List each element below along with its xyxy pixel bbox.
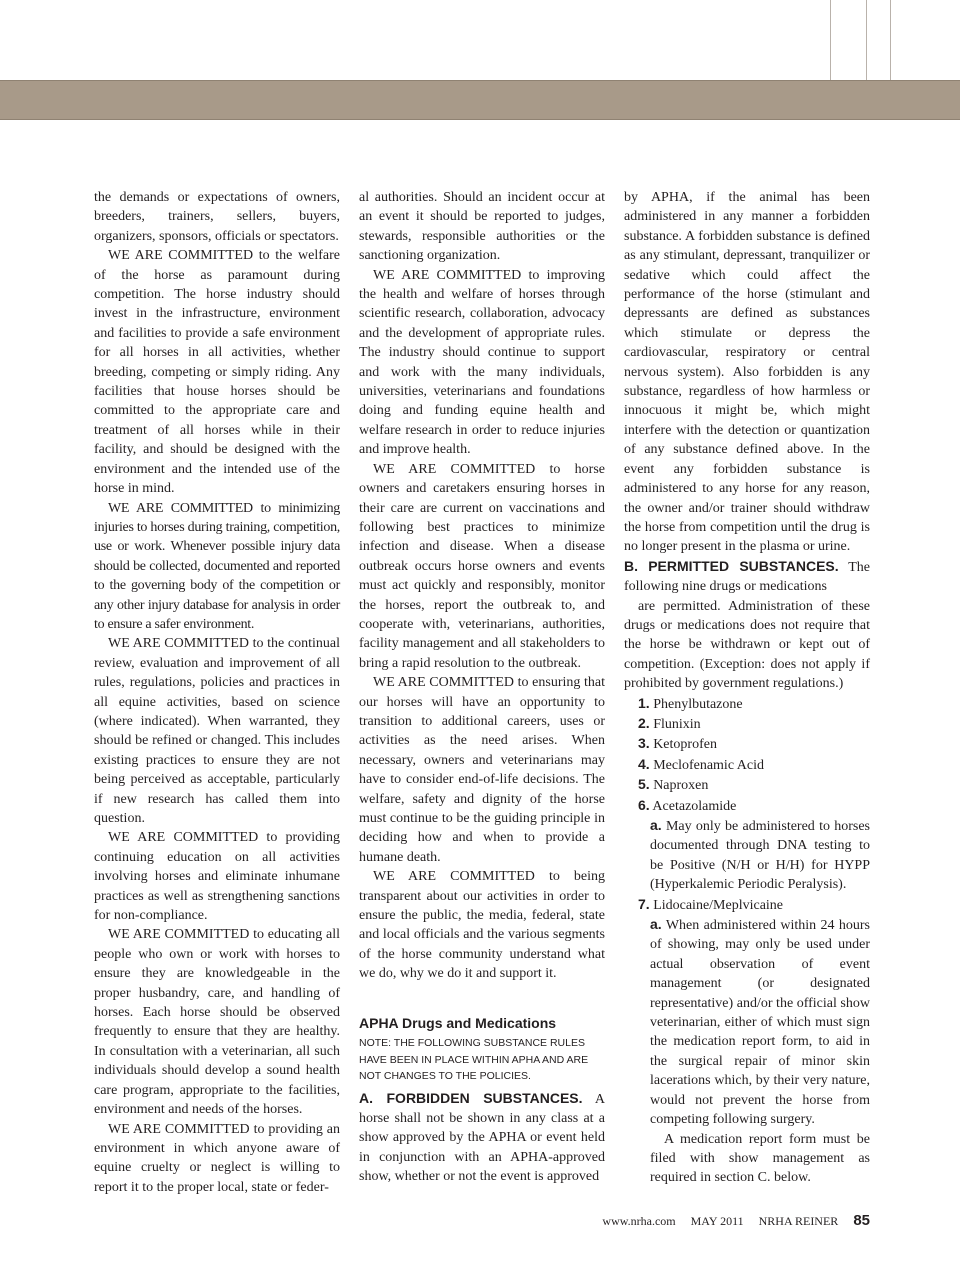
paragraph: WE ARE COMMITTED to providing continuing education on all activities involving horses and eliminate inhumane practices as well as strengthening sanctions for non-compliance. <box>94 830 340 924</box>
list-number: 3. <box>638 735 650 752</box>
drug-name: Meclofenamic Acid <box>653 757 764 773</box>
drug-name: Lidocaine/Meplvicaine <box>653 897 784 913</box>
paragraph: WE ARE COMMITTED to improving the health and welfare of horses through scientific research, collaboration, advocacy and the development of appropriate rules. The industry should continue to support and work with the many individuals, universities, veterinarians and foundations doing and funding equine health and welfare research in order to reduce injuries and improve health. <box>359 267 605 458</box>
paragraph: WE ARE COMMITTED to the continual review, evaluation and improvement of all rules, regulations, policies and practices in all equine activities, based on science (where indicated). When warranted, they should be refined or changed. This includes existing practices to ensure they are not being perceived as acceptable, particularly if new research has called them into question. <box>94 636 340 826</box>
list-number: 2. <box>638 714 650 731</box>
paragraph: WE ARE COMMITTED to providing an environment in which anyone aware of equine cruelty or neglect is willing to report it to the proper local, state or feder- <box>94 1121 340 1195</box>
column-2 <box>359 188 605 1187</box>
paragraph: al authorities. Should an incident occur at an event it should be reported to judges, stewards, responsible authorities or the sanctioning organization. <box>359 190 605 264</box>
list-subitem <box>624 915 870 1129</box>
footer-issue: MAY 2011 <box>690 1214 744 1228</box>
subitem-text: May only be administered to horses documented through DNA testing to be Positive (N/H or H/H) for HYPP (Hyperkalemic Periodic Peralysis). <box>650 819 870 893</box>
list-item <box>624 755 870 775</box>
list-subitem <box>624 816 870 895</box>
paragraph <box>624 1130 870 1188</box>
list-number: 1. <box>638 694 650 711</box>
list-item <box>624 694 870 714</box>
paragraph: WE ARE COMMITTED to being transparent about our activities in order to ensure the public, the media, federal, state and local officials and the various segments of the horse community understand what we do, why we do it and support it. <box>359 869 605 982</box>
list-number: 5. <box>638 776 650 793</box>
drug-name: Phenylbutazone <box>653 696 743 712</box>
column-1 <box>94 188 340 1197</box>
top-guide-line <box>830 0 831 80</box>
drug-name: Acetazolamide <box>652 798 737 814</box>
paragraph <box>359 1089 605 1187</box>
subitem-label: a. <box>650 916 662 933</box>
paragraph: WE ARE COMMITTED to educating all people who own or work with horses to ensure they are knowledgeable in the proper husbandry, care, and handling of horses. Each horse should be observed frequently to ensure that they are healthy. In consultation with a veterinarian, all such individuals should develop a sound health care program, appropriate to the facilities, environment and needs of the horses. <box>94 927 340 1118</box>
page-number: 85 <box>853 1212 870 1229</box>
drug-name: Naproxen <box>653 778 709 794</box>
list-item <box>624 796 870 816</box>
subitem-text: When administered within 24 hours of showing, may only be used under actual observation of event management (or designated representative) and/or the official show veterinarian, either of which must sign the medication report form, to aid in the surgical repair of minor skin lacerations which, by their very nature, would not prevent the horse from competing following surgery. <box>650 918 870 1128</box>
paragraph: the demands or expectations of owners, breeders, trainers, sellers, buyers, organizers, sponsors, officials or spectators. <box>94 190 340 244</box>
list-number: 7. <box>638 895 650 912</box>
column-3 <box>624 188 870 1188</box>
subsection-label: B. PERMITTED SUBSTANCES. <box>624 557 839 574</box>
list-item <box>624 775 870 795</box>
paragraph: are permitted. Administration of these drugs or medications does not require that the horse be withdrawn or kept out of competition. (Exception: does not apply if prohibited by government regulations.) <box>624 598 870 692</box>
paragraph: WE ARE COMMITTED to minimizing injuries to horses during training, competition, use or work. Whenever possible injury data should be collected, documented and reported to the governing body of the competition or any other injury database for analysis in order to ensure a safer environment. <box>94 500 340 632</box>
list-item <box>624 734 870 754</box>
subsection-text: A horse shall not be shown in any class at a show approved by the APHA or event held in conjunction with an APHA-approved show, whether or not the event is approved <box>359 1091 605 1185</box>
footer-magazine: NRHA REINER <box>758 1214 839 1228</box>
paragraph: by APHA, if the animal has been administered in any manner a forbidden substance. A forbidden substance is defined as any stimulant, depressant, tranquilizer or sedative which could affect the performance of the horse (stimulant and depressants are defined as substances which stimulate or depress the cardiovascular, respiratory or central nervous system). Also forbidden is any substance, regardless of how harmless or innocuous it might be, which might interfere with the detection or quantization of any substance defined above. In the event any forbidden substance is administered to any horse for any reason, the owner and/or trainer should withdraw the horse from competition until the drug is no longer present in the plasma or urine. <box>624 190 870 555</box>
subitem-label: a. <box>650 817 662 833</box>
section-heading: APHA Drugs and Medications <box>359 1014 557 1031</box>
top-guide-line <box>890 0 891 80</box>
page-footer <box>560 1212 870 1229</box>
header-band <box>0 80 960 120</box>
drug-name: Ketoprofen <box>653 737 717 753</box>
subsection-text: The following nine drugs or medications <box>624 559 871 595</box>
top-guide-line <box>866 0 867 80</box>
paragraph <box>624 557 870 597</box>
paragraph: WE ARE COMMITTED to horse owners and caretakers ensuring horses in their care are current on vaccinations and following best practices to minimize infection and disease. When a disease outbreak occurs horse owners and events must act quickly and responsibly, monitor the horses, report the outbreak to, and cooperate with, veterinarians, authorities, facility management and all stakeholders to bring a rapid resolution to the outbreak. <box>359 461 605 671</box>
list-item <box>624 714 870 734</box>
section-note: NOTE: THE FOLLOWING SUBSTANCE RULES HAVE BEEN IN PLACE WITHIN APHA AND ARE NOT CHANGES TO THE POLICIES. <box>359 1037 589 1083</box>
paragraph-text: A medication report form must be filed with show management as required in section C. below. <box>650 1131 870 1186</box>
subsection-label: A. FORBIDDEN SUBSTANCES. <box>359 1089 583 1106</box>
list-number: 4. <box>638 755 650 772</box>
footer-url: www.nrha.com <box>602 1214 676 1228</box>
list-number: 6. <box>638 796 650 813</box>
list-item <box>624 895 870 915</box>
paragraph: WE ARE COMMITTED to the welfare of the horse as paramount during competition. The horse industry should invest in the infrastructure, environment and facilities to provide a safe environment for all horses in all activities, whether breeding, competing or simply riding. Any facilities that house horses should be committed to the appropriate care and treatment of all horses while in their facility, and should be designed with the environment and the intended use of the horse in mind. <box>94 248 340 497</box>
drug-name: Flunixin <box>653 716 701 732</box>
paragraph: WE ARE COMMITTED to ensuring that our horses will have an opportunity to transition to additional careers, uses or activities as the need arises. When necessary, owners and veterinarians may have to consider end-of-life decisions. The welfare, safety and dignity of the horse must continue to be the guiding principle in deciding how and when to provide a humane death. <box>359 675 605 865</box>
